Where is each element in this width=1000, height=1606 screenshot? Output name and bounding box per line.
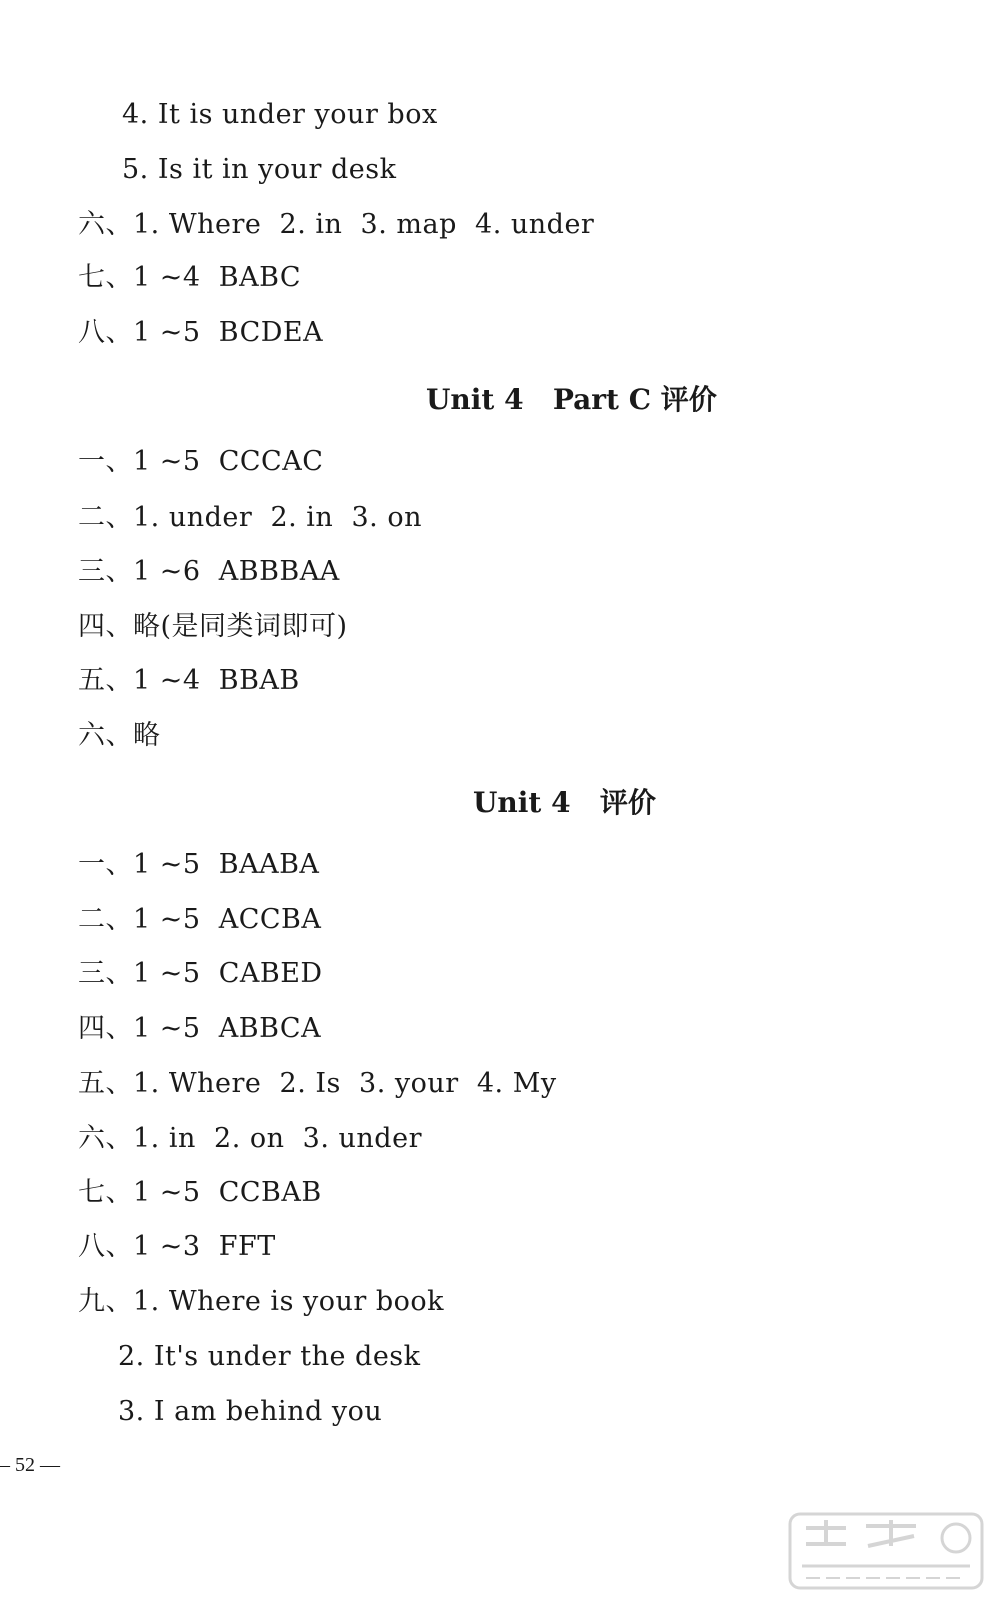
answer-line: 九、1. Where is your book [78, 1286, 445, 1317]
answer-line: 六、略 [78, 720, 161, 751]
answer-line: 八、1 ~3 FFT [78, 1231, 276, 1262]
answer-line: 五、1 ~4 BBAB [78, 665, 300, 696]
answer-line: 四、1 ~5 ABBCA [78, 1013, 322, 1044]
answer-line: 二、1. under 2. in 3. on [78, 502, 422, 533]
answer-line: 八、1 ~5 BCDEA [78, 317, 324, 348]
section-heading: Unit 4 Part C 评价 [426, 383, 717, 416]
answer-line: 二、1 ~5 ACCBA [78, 904, 322, 935]
answer-line: 三、1 ~6 ABBBAA [78, 556, 340, 587]
watermark-logo-icon [786, 1508, 986, 1594]
answer-line: 六、1. Where 2. in 3. map 4. under [78, 209, 595, 240]
answer-line: 一、1 ~5 BAABA [78, 849, 320, 880]
answer-line: 3. I am behind you [118, 1396, 383, 1427]
answer-line: 四、略(是同类词即可) [78, 611, 348, 642]
answer-line: 5. Is it in your desk [122, 154, 397, 185]
answer-line: 一、1 ~5 CCCAC [78, 446, 324, 477]
answer-line: 2. It's under the desk [118, 1341, 421, 1372]
answer-line: 4. It is under your box [122, 99, 438, 130]
section-heading: Unit 4 评价 [473, 786, 656, 819]
page-number: – 52 — [0, 1454, 60, 1476]
answer-line: 七、1 ~4 BABC [78, 262, 302, 293]
answer-line: 七、1 ~5 CCBAB [78, 1177, 322, 1208]
answer-line: 五、1. Where 2. Is 3. your 4. My [78, 1068, 557, 1099]
answer-line: 三、1 ~5 CABED [78, 958, 323, 989]
answer-line: 六、1. in 2. on 3. under [78, 1123, 422, 1154]
